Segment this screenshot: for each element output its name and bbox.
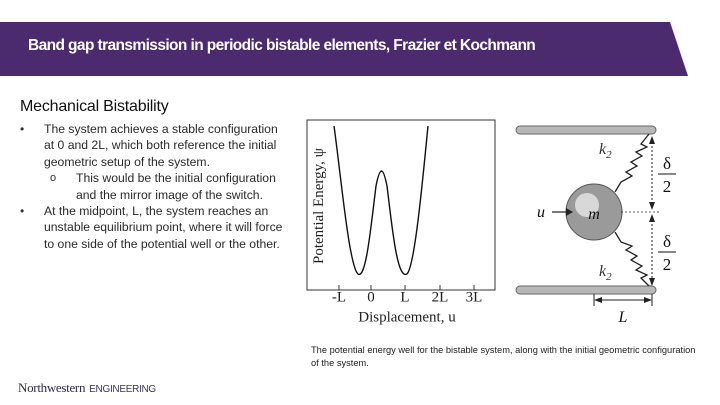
title-banner	[0, 22, 720, 76]
delta-bottom-arrow	[649, 214, 655, 222]
delta-bottom-arrow	[649, 278, 655, 286]
figure-svg	[301, 116, 701, 331]
x-tick-label: L	[400, 289, 410, 306]
sub-bullet-marker: o	[50, 172, 57, 185]
delta-top-denominator: 2	[662, 177, 672, 196]
spring-k-label-bottom	[599, 263, 612, 283]
bistable-figure	[301, 116, 701, 331]
top-rail	[516, 126, 656, 134]
x-tick-label: -L	[331, 289, 347, 306]
bottom-spring	[615, 232, 649, 286]
bottom-rail	[516, 286, 656, 294]
logo-suffix: ENGINEERING	[89, 384, 156, 395]
spring-k-label-top	[599, 141, 612, 161]
sub-bullet-text: This would be the initial configuration and the mirror image of the switch.	[76, 171, 276, 202]
plot-frame	[307, 120, 495, 290]
sub-bullet-item	[20, 170, 290, 203]
delta-top-arrow	[649, 202, 655, 210]
span-arrow	[594, 297, 602, 303]
x-tick-label: 0	[367, 289, 375, 306]
k-subscript: 2	[606, 149, 612, 161]
bullet-marker: •	[20, 122, 25, 136]
delta-bottom-denominator: 2	[662, 255, 672, 274]
delta-top-numerator: δ	[662, 154, 672, 173]
span-arrow	[644, 297, 652, 303]
slide-title: Band gap transmission in periodic bistable elements, Frazier et Kochmann	[28, 37, 536, 54]
top-spring	[615, 134, 649, 192]
figure-caption: The potential energy well for the bistable system, along with the initial geometric configuration of the system.	[311, 345, 696, 368]
northwestern-engineering-logo	[18, 379, 156, 397]
bullet-text: The system achieves a stable configuration at 0 and 2L, which both reference the initial geometric setup of the system.	[44, 122, 278, 169]
u-label: u	[537, 204, 545, 221]
k-symbol: k	[599, 263, 607, 280]
span-label: L	[618, 309, 628, 326]
x-tick-label: 2L	[431, 289, 449, 306]
delta-top-arrow	[649, 136, 655, 144]
mass-label: m	[588, 206, 600, 223]
k-subscript: 2	[606, 271, 612, 283]
x-tick-label: 3L	[465, 289, 483, 306]
bullet-list	[20, 121, 290, 252]
bullet-item	[20, 121, 290, 170]
logo-brand: Northwestern	[18, 380, 86, 395]
bullet-text: At the midpoint, L, the system reaches an unstable equilibrium point, where it will force to one side of the potential well or the other.	[44, 204, 283, 251]
section-title: Mechanical Bistability	[20, 98, 169, 115]
bullet-marker: •	[20, 204, 25, 219]
bullet-item	[20, 203, 290, 252]
y-axis-label: Potential Energy, ψ	[311, 147, 327, 265]
k-symbol: k	[599, 141, 607, 158]
x-axis-label: Displacement, u	[358, 309, 456, 326]
delta-bottom-numerator: δ	[662, 232, 672, 251]
